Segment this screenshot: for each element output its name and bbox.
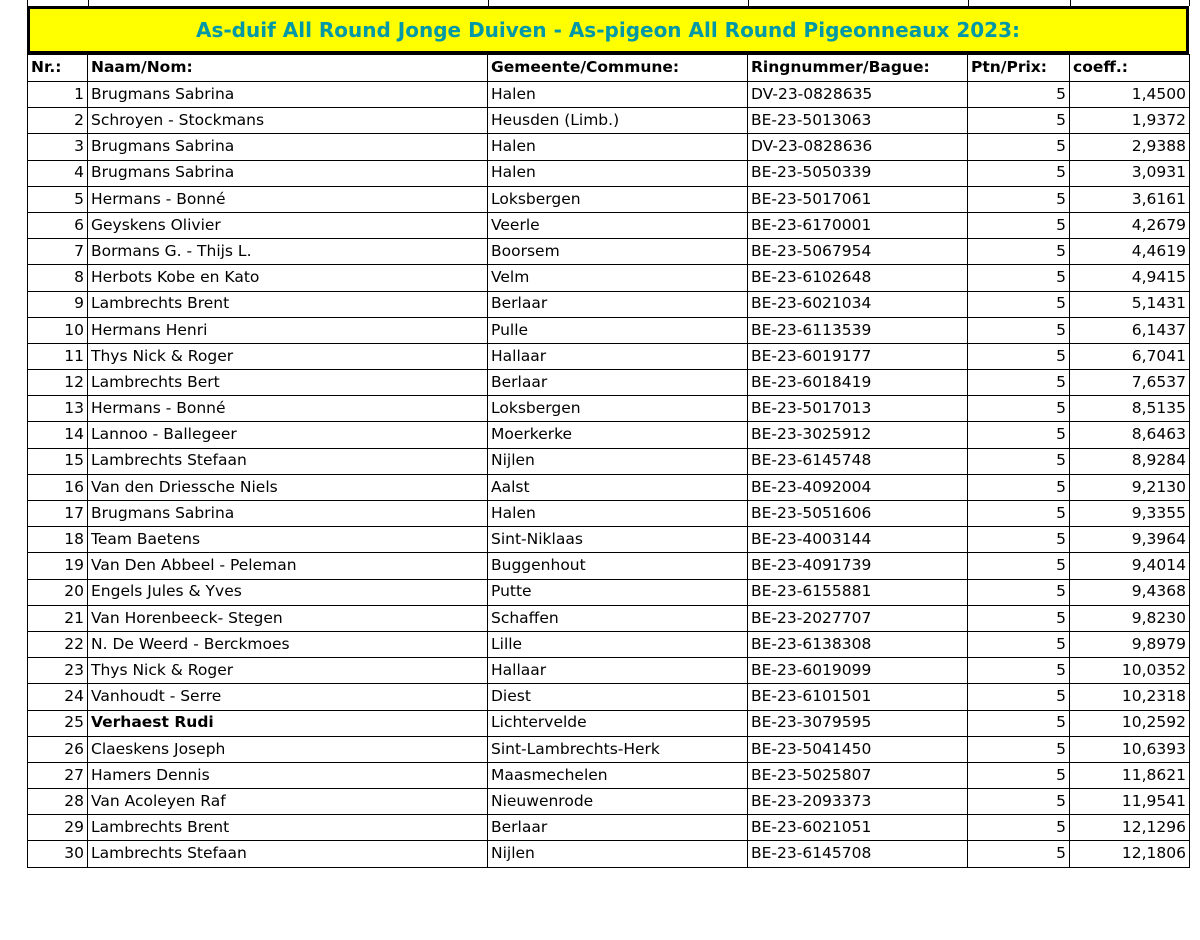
cell-city: Hallaar (488, 343, 748, 369)
cell-ring: DV-23-0828635 (748, 82, 968, 108)
cell-coeff: 8,5135 (1070, 396, 1190, 422)
table-row (28, 186, 1190, 212)
cell-nr: 14 (28, 422, 88, 448)
table-row (28, 553, 1190, 579)
cell-ring: BE-23-6155881 (748, 579, 968, 605)
cell-coeff: 12,1296 (1070, 815, 1190, 841)
cell-points: 5 (968, 605, 1070, 631)
cell-ring: BE-23-6145748 (748, 448, 968, 474)
cell-name: Brugmans Sabrina (88, 134, 488, 160)
cell-city: Velm (488, 265, 748, 291)
results-table (27, 54, 1190, 868)
cell-city: Lichtervelde (488, 710, 748, 736)
cell-points: 5 (968, 762, 1070, 788)
cell-nr: 25 (28, 710, 88, 736)
cell-city: Nieuwenrode (488, 789, 748, 815)
cell-city: Loksbergen (488, 186, 748, 212)
cell-nr: 26 (28, 736, 88, 762)
cell-city: Halen (488, 82, 748, 108)
cell-name: Lambrechts Stefaan (88, 448, 488, 474)
table-row (28, 710, 1190, 736)
cell-coeff: 9,3964 (1070, 527, 1190, 553)
cell-points: 5 (968, 631, 1070, 657)
table-row (28, 239, 1190, 265)
table-row (28, 789, 1190, 815)
table-row (28, 448, 1190, 474)
cell-points: 5 (968, 265, 1070, 291)
table-row (28, 631, 1190, 657)
cell-coeff: 9,2130 (1070, 474, 1190, 500)
cell-ring: BE-23-5051606 (748, 501, 968, 527)
cell-city: Nijlen (488, 448, 748, 474)
cell-city: Buggenhout (488, 553, 748, 579)
cell-nr: 2 (28, 108, 88, 134)
cell-points: 5 (968, 710, 1070, 736)
cell-coeff: 10,2318 (1070, 684, 1190, 710)
table-row (28, 422, 1190, 448)
cell-city: Putte (488, 579, 748, 605)
cell-points: 5 (968, 684, 1070, 710)
table-row (28, 474, 1190, 500)
cell-nr: 23 (28, 658, 88, 684)
cell-ring: BE-23-4092004 (748, 474, 968, 500)
cell-name: Vanhoudt - Serre (88, 684, 488, 710)
cell-nr: 15 (28, 448, 88, 474)
cell-name: Schroyen - Stockmans (88, 108, 488, 134)
cell-name: Brugmans Sabrina (88, 501, 488, 527)
cell-city: Sint-Niklaas (488, 527, 748, 553)
cell-name: Brugmans Sabrina (88, 160, 488, 186)
cell-points: 5 (968, 841, 1070, 867)
header-coeff: coeff.: (1070, 55, 1190, 82)
cell-nr: 13 (28, 396, 88, 422)
cell-name: Van Acoleyen Raf (88, 789, 488, 815)
cell-name: Geyskens Olivier (88, 212, 488, 238)
cell-nr: 10 (28, 317, 88, 343)
cell-points: 5 (968, 239, 1070, 265)
cell-points: 5 (968, 736, 1070, 762)
cell-city: Lille (488, 631, 748, 657)
cell-nr: 22 (28, 631, 88, 657)
cell-coeff: 10,2592 (1070, 710, 1190, 736)
cell-ring: BE-23-5041450 (748, 736, 968, 762)
cell-coeff: 12,1806 (1070, 841, 1190, 867)
cell-ring: BE-23-6145708 (748, 841, 968, 867)
table-row (28, 370, 1190, 396)
table-row (28, 82, 1190, 108)
cell-city: Hallaar (488, 658, 748, 684)
cell-coeff: 8,6463 (1070, 422, 1190, 448)
cell-name: Lannoo - Ballegeer (88, 422, 488, 448)
cell-nr: 4 (28, 160, 88, 186)
cell-ring: BE-23-6101501 (748, 684, 968, 710)
cell-nr: 5 (28, 186, 88, 212)
column-divider (1070, 0, 1071, 6)
page-title-banner (27, 6, 1189, 54)
table-row (28, 579, 1190, 605)
cell-nr: 19 (28, 553, 88, 579)
table-row (28, 815, 1190, 841)
cell-city: Halen (488, 501, 748, 527)
cell-points: 5 (968, 422, 1070, 448)
cell-name: Hermans - Bonné (88, 396, 488, 422)
cell-name: Herbots Kobe en Kato (88, 265, 488, 291)
cell-coeff: 9,8979 (1070, 631, 1190, 657)
cell-points: 5 (968, 108, 1070, 134)
cell-nr: 7 (28, 239, 88, 265)
cell-city: Moerkerke (488, 422, 748, 448)
table-row (28, 291, 1190, 317)
cell-nr: 21 (28, 605, 88, 631)
cell-coeff: 1,9372 (1070, 108, 1190, 134)
cell-nr: 12 (28, 370, 88, 396)
cell-nr: 18 (28, 527, 88, 553)
cell-ring: BE-23-2093373 (748, 789, 968, 815)
cell-coeff: 8,9284 (1070, 448, 1190, 474)
cell-ring: BE-23-6113539 (748, 317, 968, 343)
cell-points: 5 (968, 370, 1070, 396)
cell-points: 5 (968, 134, 1070, 160)
column-divider (968, 0, 969, 6)
cell-coeff: 6,7041 (1070, 343, 1190, 369)
cell-coeff: 7,6537 (1070, 370, 1190, 396)
results-sheet (27, 0, 1189, 868)
cell-coeff: 1,4500 (1070, 82, 1190, 108)
column-divider (748, 0, 749, 6)
cell-ring: BE-23-4003144 (748, 527, 968, 553)
cell-name: Van Horenbeeck- Stegen (88, 605, 488, 631)
cell-points: 5 (968, 658, 1070, 684)
table-row (28, 527, 1190, 553)
cell-name: Brugmans Sabrina (88, 82, 488, 108)
cell-nr: 30 (28, 841, 88, 867)
cell-ring: BE-23-5050339 (748, 160, 968, 186)
cell-coeff: 11,9541 (1070, 789, 1190, 815)
cell-points: 5 (968, 815, 1070, 841)
cell-city: Veerle (488, 212, 748, 238)
column-divider (1189, 0, 1190, 6)
cell-coeff: 10,6393 (1070, 736, 1190, 762)
cell-points: 5 (968, 474, 1070, 500)
cell-coeff: 9,8230 (1070, 605, 1190, 631)
cell-nr: 3 (28, 134, 88, 160)
cell-name: Lambrechts Bert (88, 370, 488, 396)
cell-points: 5 (968, 186, 1070, 212)
table-row (28, 317, 1190, 343)
cell-city: Berlaar (488, 815, 748, 841)
cell-city: Berlaar (488, 370, 748, 396)
header-name: Naam/Nom: (88, 55, 488, 82)
cell-nr: 6 (28, 212, 88, 238)
table-row (28, 265, 1190, 291)
cell-nr: 28 (28, 789, 88, 815)
cell-coeff: 9,3355 (1070, 501, 1190, 527)
cell-name: Hermans Henri (88, 317, 488, 343)
cell-name: Verhaest Rudi (88, 710, 488, 736)
cell-nr: 27 (28, 762, 88, 788)
cell-ring: BE-23-5067954 (748, 239, 968, 265)
cell-nr: 20 (28, 579, 88, 605)
cell-city: Halen (488, 134, 748, 160)
cell-name: Lambrechts Brent (88, 815, 488, 841)
cell-city: Boorsem (488, 239, 748, 265)
cell-coeff: 4,9415 (1070, 265, 1190, 291)
cell-nr: 9 (28, 291, 88, 317)
table-row (28, 658, 1190, 684)
cell-nr: 17 (28, 501, 88, 527)
cell-name: Lambrechts Stefaan (88, 841, 488, 867)
cell-city: Schaffen (488, 605, 748, 631)
cell-city: Aalst (488, 474, 748, 500)
cell-points: 5 (968, 396, 1070, 422)
header-ring: Ringnummer/Bague: (748, 55, 968, 82)
cell-city: Loksbergen (488, 396, 748, 422)
cell-points: 5 (968, 789, 1070, 815)
cell-points: 5 (968, 553, 1070, 579)
cell-city: Sint-Lambrechts-Herk (488, 736, 748, 762)
table-row (28, 212, 1190, 238)
cell-ring: BE-23-5013063 (748, 108, 968, 134)
cell-points: 5 (968, 291, 1070, 317)
cell-coeff: 3,0931 (1070, 160, 1190, 186)
table-row (28, 396, 1190, 422)
column-divider (488, 0, 489, 6)
cell-ring: BE-23-6019177 (748, 343, 968, 369)
top-border-strip (27, 0, 1189, 6)
cell-coeff: 4,4619 (1070, 239, 1190, 265)
cell-points: 5 (968, 527, 1070, 553)
table-row (28, 501, 1190, 527)
cell-coeff: 9,4014 (1070, 553, 1190, 579)
cell-name: Hermans - Bonné (88, 186, 488, 212)
cell-points: 5 (968, 212, 1070, 238)
cell-name: Bormans G. - Thijs L. (88, 239, 488, 265)
cell-nr: 16 (28, 474, 88, 500)
cell-city: Diest (488, 684, 748, 710)
cell-ring: BE-23-4091739 (748, 553, 968, 579)
cell-ring: BE-23-6018419 (748, 370, 968, 396)
cell-ring: BE-23-3025912 (748, 422, 968, 448)
cell-ring: BE-23-2027707 (748, 605, 968, 631)
cell-name: Team Baetens (88, 527, 488, 553)
cell-coeff: 9,4368 (1070, 579, 1190, 605)
cell-name: Hamers Dennis (88, 762, 488, 788)
cell-ring: DV-23-0828636 (748, 134, 968, 160)
header-row (28, 55, 1190, 82)
table-row (28, 762, 1190, 788)
cell-name: Engels Jules & Yves (88, 579, 488, 605)
table-row (28, 108, 1190, 134)
cell-city: Pulle (488, 317, 748, 343)
cell-points: 5 (968, 317, 1070, 343)
cell-coeff: 2,9388 (1070, 134, 1190, 160)
cell-city: Heusden (Limb.) (488, 108, 748, 134)
table-row (28, 160, 1190, 186)
cell-name: Thys Nick & Roger (88, 343, 488, 369)
cell-ring: BE-23-6021051 (748, 815, 968, 841)
table-row (28, 134, 1190, 160)
cell-ring: BE-23-5017061 (748, 186, 968, 212)
cell-city: Nijlen (488, 841, 748, 867)
cell-nr: 24 (28, 684, 88, 710)
results-body (28, 82, 1190, 868)
cell-ring: BE-23-5017013 (748, 396, 968, 422)
cell-nr: 29 (28, 815, 88, 841)
cell-coeff: 4,2679 (1070, 212, 1190, 238)
cell-name: Van Den Abbeel - Peleman (88, 553, 488, 579)
cell-city: Berlaar (488, 291, 748, 317)
table-row (28, 343, 1190, 369)
table-row (28, 684, 1190, 710)
column-divider (88, 0, 89, 6)
table-row (28, 605, 1190, 631)
cell-nr: 11 (28, 343, 88, 369)
header-points: Ptn/Prix: (968, 55, 1070, 82)
cell-city: Halen (488, 160, 748, 186)
cell-coeff: 11,8621 (1070, 762, 1190, 788)
table-row (28, 736, 1190, 762)
cell-points: 5 (968, 343, 1070, 369)
cell-name: N. De Weerd - Berckmoes (88, 631, 488, 657)
cell-ring: BE-23-6138308 (748, 631, 968, 657)
cell-ring: BE-23-6021034 (748, 291, 968, 317)
cell-coeff: 6,1437 (1070, 317, 1190, 343)
cell-nr: 1 (28, 82, 88, 108)
cell-ring: BE-23-6019099 (748, 658, 968, 684)
cell-coeff: 5,1431 (1070, 291, 1190, 317)
cell-nr: 8 (28, 265, 88, 291)
header-nr: Nr.: (28, 55, 88, 82)
cell-coeff: 10,0352 (1070, 658, 1190, 684)
cell-coeff: 3,6161 (1070, 186, 1190, 212)
cell-name: Claeskens Joseph (88, 736, 488, 762)
table-row (28, 841, 1190, 867)
cell-ring: BE-23-6102648 (748, 265, 968, 291)
cell-points: 5 (968, 82, 1070, 108)
cell-points: 5 (968, 501, 1070, 527)
cell-name: Thys Nick & Roger (88, 658, 488, 684)
cell-points: 5 (968, 160, 1070, 186)
cell-city: Maasmechelen (488, 762, 748, 788)
cell-name: Van den Driessche Niels (88, 474, 488, 500)
cell-points: 5 (968, 448, 1070, 474)
page-title: As-duif All Round Jonge Duiven - As-pigeon All Round Pigeonneaux 2023: (196, 18, 1020, 42)
cell-ring: BE-23-3079595 (748, 710, 968, 736)
cell-ring: BE-23-6170001 (748, 212, 968, 238)
cell-name: Lambrechts Brent (88, 291, 488, 317)
cell-ring: BE-23-5025807 (748, 762, 968, 788)
header-city: Gemeente/Commune: (488, 55, 748, 82)
cell-points: 5 (968, 579, 1070, 605)
